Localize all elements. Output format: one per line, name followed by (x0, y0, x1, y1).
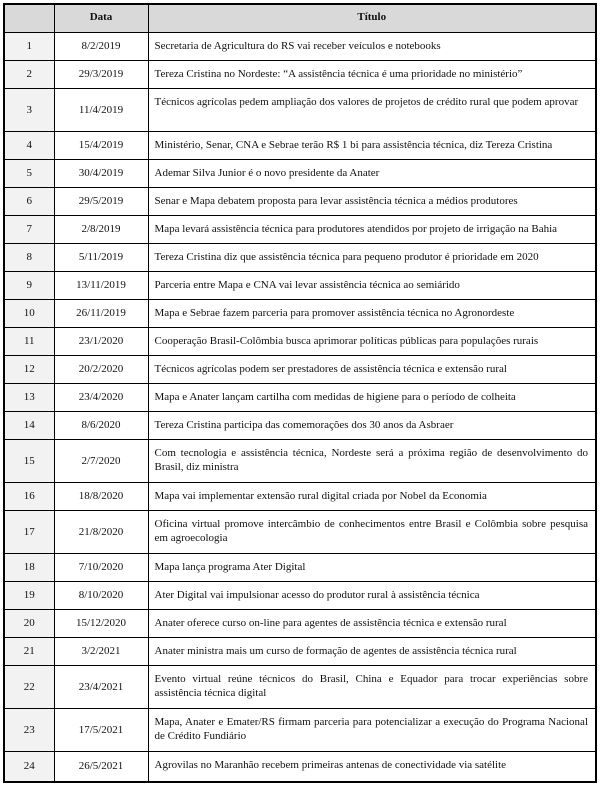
row-date: 8/10/2020 (54, 581, 148, 609)
news-table (3, 3, 597, 783)
row-number: 11 (4, 327, 54, 355)
row-title: Mapa e Sebrae fazem parceria para promover assistência técnica no Agronordeste (148, 299, 596, 327)
row-date: 3/2/2021 (54, 637, 148, 665)
table-row (4, 60, 596, 88)
row-title: Tereza Cristina participa das comemorações dos 30 anos da Asbraer (148, 411, 596, 439)
row-date: 29/3/2019 (54, 60, 148, 88)
table-row (4, 637, 596, 665)
row-title: Tereza Cristina diz que assistência técnica para pequeno produtor é prioridade em 2020 (148, 243, 596, 271)
table-row (4, 510, 596, 553)
row-number: 23 (4, 708, 54, 751)
row-number: 19 (4, 581, 54, 609)
row-number: 1 (4, 32, 54, 60)
row-title: Mapa e Anater lançam cartilha com medidas de higiene para o período de colheita (148, 383, 596, 411)
table-row (4, 383, 596, 411)
row-date: 30/4/2019 (54, 159, 148, 187)
table-row (4, 581, 596, 609)
row-title: Tereza Cristina no Nordeste: “A assistência técnica é uma prioridade no ministério” (148, 60, 596, 88)
row-number: 4 (4, 131, 54, 159)
row-number: 18 (4, 553, 54, 581)
row-date: 20/2/2020 (54, 355, 148, 383)
table-row (4, 482, 596, 510)
row-title: Secretaria de Agricultura do RS vai receber veículos e notebooks (148, 32, 596, 60)
row-number: 14 (4, 411, 54, 439)
row-date: 8/2/2019 (54, 32, 148, 60)
table-row (4, 215, 596, 243)
row-number: 7 (4, 215, 54, 243)
row-title: Mapa levará assistência técnica para produtores atendidos por projeto de irrigação na Bahia (148, 215, 596, 243)
table-row (4, 708, 596, 751)
row-date: 18/8/2020 (54, 482, 148, 510)
row-date: 15/12/2020 (54, 609, 148, 637)
row-title: Senar e Mapa debatem proposta para levar assistência técnica a médios produtores (148, 187, 596, 215)
row-title: Ater Digital vai impulsionar acesso do produtor rural à assistência técnica (148, 581, 596, 609)
table-row (4, 299, 596, 327)
row-title: Técnicos agrícolas pedem ampliação dos valores de projetos de crédito rural que podem aprovar (148, 88, 596, 131)
table-row (4, 271, 596, 299)
header-number (4, 4, 54, 32)
row-number: 5 (4, 159, 54, 187)
row-number: 9 (4, 271, 54, 299)
table-row (4, 131, 596, 159)
row-number: 8 (4, 243, 54, 271)
row-number: 24 (4, 751, 54, 782)
row-title: Cooperação Brasil-Colômbia busca aprimorar políticas públicas para populações rurais (148, 327, 596, 355)
row-date: 11/4/2019 (54, 88, 148, 131)
row-date: 15/4/2019 (54, 131, 148, 159)
table-row (4, 32, 596, 60)
table-row (4, 355, 596, 383)
row-date: 8/6/2020 (54, 411, 148, 439)
row-date: 26/5/2021 (54, 751, 148, 782)
row-title: Anater oferece curso on-line para agentes de assistência técnica e extensão rural (148, 609, 596, 637)
row-date: 13/11/2019 (54, 271, 148, 299)
row-date: 23/4/2020 (54, 383, 148, 411)
row-number: 10 (4, 299, 54, 327)
row-title: Com tecnologia e assistência técnica, Nordeste será a próxima região de desenvolvimento do Brasil, diz ministra (148, 439, 596, 482)
row-number: 21 (4, 637, 54, 665)
row-number: 22 (4, 665, 54, 708)
row-number: 16 (4, 482, 54, 510)
table-row (4, 665, 596, 708)
table-row (4, 439, 596, 482)
row-number: 13 (4, 383, 54, 411)
row-date: 26/11/2019 (54, 299, 148, 327)
row-date: 5/11/2019 (54, 243, 148, 271)
row-title: Anater ministra mais um curso de formação de agentes de assistência técnica rural (148, 637, 596, 665)
row-date: 2/7/2020 (54, 439, 148, 482)
table-row (4, 159, 596, 187)
row-title: Mapa lança programa Ater Digital (148, 553, 596, 581)
row-title: Agrovilas no Maranhão recebem primeiras antenas de conectividade via satélite (148, 751, 596, 782)
row-title: Mapa, Anater e Emater/RS firmam parceria para potencializar a execução do Programa Nacional de Crédito Fundiário (148, 708, 596, 751)
row-number: 15 (4, 439, 54, 482)
table-row (4, 751, 596, 782)
row-title: Ministério, Senar, CNA e Sebrae terão R$ 1 bi para assistência técnica, diz Tereza Cristina (148, 131, 596, 159)
row-title: Técnicos agrícolas podem ser prestadores de assistência técnica e extensão rural (148, 355, 596, 383)
row-title: Mapa vai implementar extensão rural digital criada por Nobel da Economia (148, 482, 596, 510)
row-date: 29/5/2019 (54, 187, 148, 215)
header-date: Data (54, 4, 148, 32)
row-number: 17 (4, 510, 54, 553)
row-number: 2 (4, 60, 54, 88)
table-row (4, 609, 596, 637)
row-number: 3 (4, 88, 54, 131)
row-date: 23/1/2020 (54, 327, 148, 355)
header-row (4, 4, 596, 32)
table-row (4, 88, 596, 131)
table-row (4, 411, 596, 439)
row-date: 21/8/2020 (54, 510, 148, 553)
row-number: 12 (4, 355, 54, 383)
row-title: Parceria entre Mapa e CNA vai levar assistência técnica ao semiárido (148, 271, 596, 299)
table-row (4, 553, 596, 581)
row-title: Oficina virtual promove intercâmbio de conhecimentos entre Brasil e Colômbia sobre pesquisa em agroecologia (148, 510, 596, 553)
row-number: 20 (4, 609, 54, 637)
row-title: Ademar Silva Junior é o novo presidente da Anater (148, 159, 596, 187)
row-date: 17/5/2021 (54, 708, 148, 751)
table-row (4, 187, 596, 215)
row-title: Evento virtual reúne técnicos do Brasil, China e Equador para trocar experiências sobre assistência técnica digital (148, 665, 596, 708)
header-title: Título (148, 4, 596, 32)
row-number: 6 (4, 187, 54, 215)
table-row (4, 327, 596, 355)
row-date: 2/8/2019 (54, 215, 148, 243)
table-row (4, 243, 596, 271)
row-date: 23/4/2021 (54, 665, 148, 708)
row-date: 7/10/2020 (54, 553, 148, 581)
